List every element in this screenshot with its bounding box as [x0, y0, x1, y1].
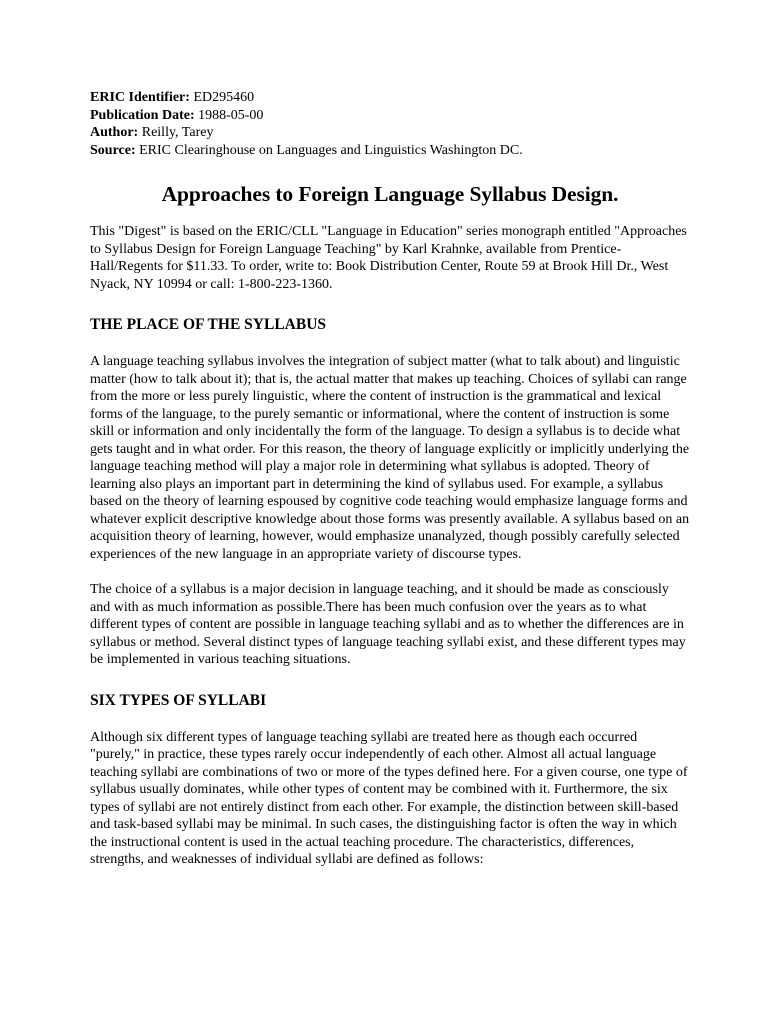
author-value: Reilly, Tarey — [141, 125, 214, 140]
intro-paragraph: This "Digest" is based on the ERIC/CLL "Language in Education" series monograph entitled "Approaches to Syllabus Design for Foreign Language Teaching" by Karl Krahnke, available from Prentice-Hall/Regents for $11.33. To order, write to: Book Distribution Center, Route 59 at Brook Hill Dr., West Nyack, NY 10994 or call: 1-800-223-1360. — [90, 224, 687, 292]
eric-identifier-value: ED295460 — [193, 90, 255, 105]
document-title: Approaches to Foreign Language Syllabus Design. — [161, 182, 619, 206]
publication-date-label: Publication Date: — [90, 107, 195, 123]
publication-date-value: 1988-05-00 — [198, 107, 264, 123]
body-paragraph: A language teaching syllabus involves the integration of subject matter (what to talk about) and linguistic matter (how to talk about it); that is, the actual matter that makes up teaching. Choices of syllabi can range from the more or less purely linguistic, where the content of instruction is the grammatical and lexical forms of the language, to the purely semantic or informational, where the content of instruction is some skill or information and only incidentally the form of the language. To design a syllabus is to decide what gets taught and in what order. For this reason, the theory of language explicitly or implicitly underlying the language teaching method will play a major role in determining what syllabus is adopted. Theory of learning also plays an important part in determining the kind of syllabus used. For example, a syllabus based on the theory of learning espoused by cognitive code teaching would emphasize language forms and whatever explicit descriptive knowledge about those forms was presently available. A syllabus based on an acquisition theory of learning, however, would emphasize unanalyzed, though possibly carefully selected experiences of the new language in an appropriate variety of discourse types. — [90, 354, 690, 562]
source-line — [90, 142, 690, 160]
document-page — [90, 89, 690, 869]
source-value: ERIC Clearinghouse on Languages and Linguistics Washington DC. — [139, 142, 523, 158]
section-heading-six-types: SIX TYPES OF SYLLABI — [90, 691, 267, 709]
document-metadata — [90, 89, 690, 159]
publication-date-line — [90, 107, 690, 125]
body-paragraph: Although six different types of language teaching syllabi are treated here as though each occurred "purely," in practice, these types rarely occur independently of each other. Almost all actual language teaching syllabi are combinations of two or more of the types defined here. For a given course, one type of syllabus usually dominates, while other types of content may be combined with it. Furthermore, the six types of syllabi are not entirely distinct from each other. For example, the distinction between skill-based and task-based syllabi may be minimal. In such cases, the distinguishing factor is often the way in which the instructional content is used in the actual teaching procedure. The characteristics, differences, strengths, and weaknesses of individual syllabi are defined as follows: — [90, 729, 688, 867]
eric-identifier-label: ERIC Identifier: — [90, 90, 190, 105]
eric-identifier-line — [90, 89, 690, 107]
author-label: Author: — [90, 125, 139, 140]
body-paragraph: The choice of a syllabus is a major decision in language teaching, and it should be made as consciously and with as much information as possible.There has been much confusion over the years as to what different types of content are possible in language teaching syllabi and as to whether the differences are in syllabus or method. Several distinct types of language teaching syllabi exist, and these different types may be implemented in various teaching situations. — [90, 582, 686, 667]
author-line — [90, 124, 690, 142]
section-heading-place-of-syllabus: THE PLACE OF THE SYLLABUS — [90, 316, 327, 333]
source-label: Source: — [90, 142, 136, 158]
